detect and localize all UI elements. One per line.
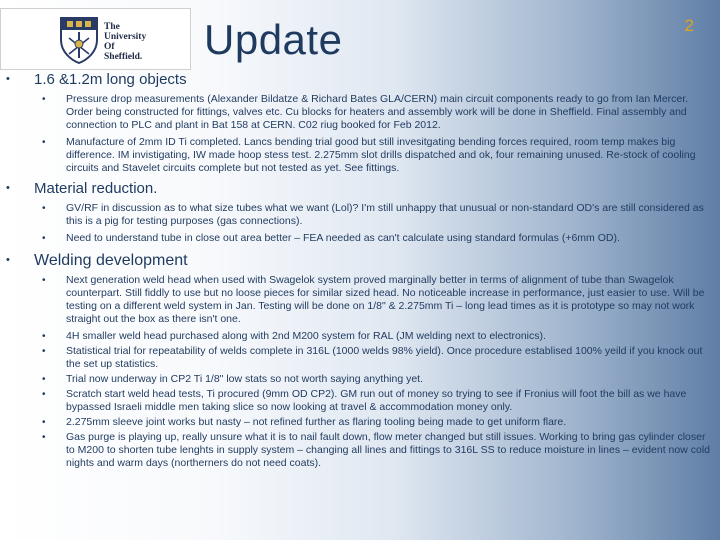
slide-title: Update (204, 16, 343, 63)
slide-number: 2 (684, 16, 694, 35)
bullet-icon: • (42, 233, 46, 244)
list-item: • Manufacture of 2mm ID Ti completed. Lancs bending trial good but still invesitgating bending forces required, room temp makes big difference. IM invistigating, IW made hoop stess test. 2.275mm slot drills dispatched and ok, four remaining unused. Re-stock of cooling circuits and Stavelet circuits complete but not tested as yet. See fittings. (42, 136, 696, 174)
section-material (0, 179, 720, 245)
list-item: • Trial now underway in CP2 Ti 1/8" low stats so not worth saying anything yet. (42, 373, 424, 385)
bullet-icon: • (42, 275, 46, 286)
bullet-icon: • (42, 203, 46, 214)
bullet-icon: • (42, 374, 46, 385)
section-heading: • Welding development (6, 252, 188, 269)
list-item: • Pressure drop measurements (Alexander Bildatze & Richard Bates GLA/CERN) main circuit components ready to go from Ian Mercer. Order being constructed for fittings, valves etc. Cu blocks for heaters and assembly work will be done in Sheffield. Final assembly and connection to PLC and plant in Bat 158 at CERN. C02 riug booked for Feb 2012. (42, 93, 689, 131)
list-item: • GV/RF in discussion as to what size tubes what we want (Lol)? I'm still unhappy that unusual or non-standard OD's are still considered as this is a pig for testing purposes (gas connections). (42, 202, 704, 227)
university-logo (0, 8, 191, 70)
list-item: • Scratch start weld head tests, Ti procured (9mm OD CP2). GM run out of money so trying to see if Fronius will foot the bill as we have bypassed Israeli middle men taking slice so now looking at travel & accommodation money only. (42, 388, 687, 413)
bullet-icon: • (42, 137, 46, 148)
university-wordmark: The University Of Sheffield. (104, 22, 147, 62)
bullet-icon: • (42, 432, 46, 443)
section-heading: • 1.6 &1.2m long objects (6, 71, 187, 88)
bullet-icon: • (42, 331, 46, 342)
bullet-icon: • (42, 94, 46, 105)
bullet-icon: • (42, 417, 46, 428)
bullet-icon: • (6, 254, 10, 266)
bullet-icon: • (6, 73, 10, 85)
list-item: • Gas purge is playing up, really unsure what it is to nail fault down, flow meter changed but still issues. Working to bring gas cylinder closer to M200 to shorten tube lenghts in supply system – changing all lines and fittings to 316L SS to reduce moisture in lines – evident now cold nights and warm days (northerners do not need coats). (42, 431, 710, 469)
bullet-icon: • (42, 346, 46, 357)
list-item: • Need to understand tube in close out area better – FEA needed as can't calculate using standard formulas (+6mm OD). (42, 232, 620, 244)
list-item: • Next generation weld head when used with Swagelok system proved marginally better in terms of alignment of tube than Swagelok counterpart. Still fiddly to use but no loose pieces for similar sized head. No noticeable increase in performance, just easier to use. Will be testing on a different weld system in Jan. Testing will be done on 1/8" & 2.275mm Ti – long lead times as it is prototype so may not work straight out the box as there isn't one. (42, 274, 705, 325)
list-item: • 2.275mm sleeve joint works but nasty – not refined further as flaring tooling being made to get uniform flare. (42, 416, 567, 428)
bullet-icon: • (42, 389, 46, 400)
section-heading: • Material reduction. (6, 180, 158, 197)
list-item: • Statistical trial for repeatability of welds complete in 316L (1000 welds 98% yield). Once procedure establised 100% yeild if you knock out the set up statistics. (42, 345, 703, 370)
section-welding (0, 251, 720, 470)
crest-icon (59, 16, 99, 64)
slide-body (0, 66, 720, 472)
section-objects (0, 70, 720, 175)
list-item: • 4H smaller weld head purchased along with 2nd M200 system for RAL (JM welding next to electronics). (42, 330, 546, 342)
bullet-icon: • (6, 182, 10, 194)
